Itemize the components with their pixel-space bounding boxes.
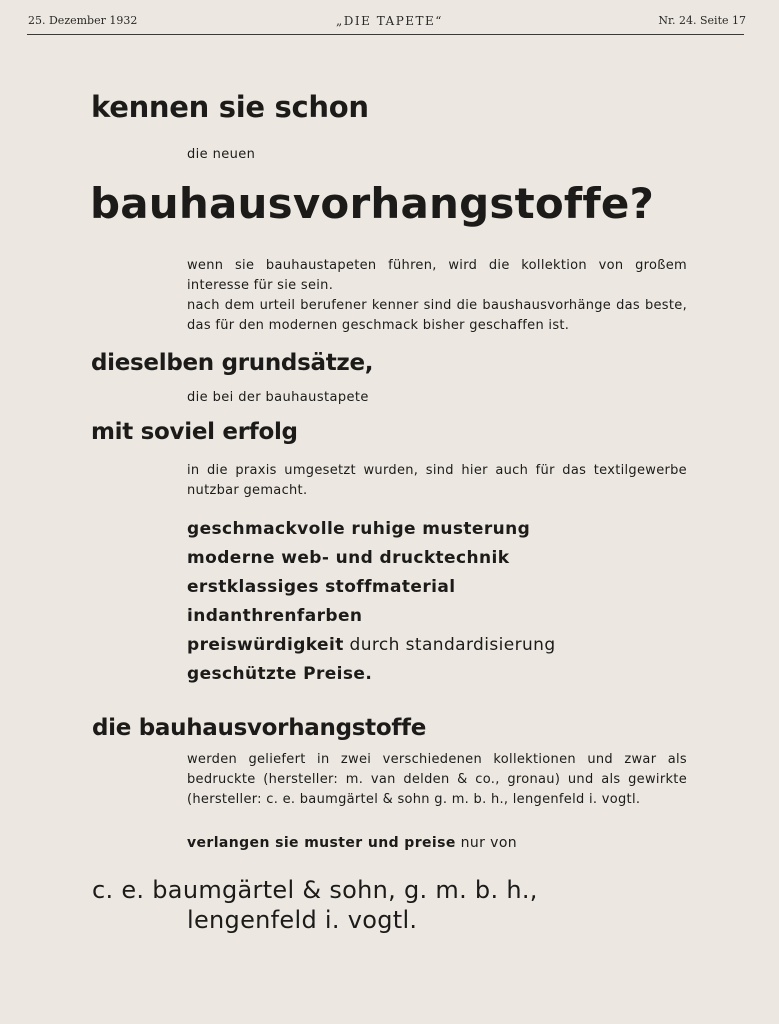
praxis-paragraph: in die praxis umgesetzt wurden, sind hier auch für das textilgewerbe nutzbar gemacht. [187, 463, 687, 498]
headline-kennen-sie-schon: kennen sie schon [91, 90, 369, 124]
feature-item: moderne web- und drucktechnik [187, 548, 510, 568]
intro-sentence-1: wenn sie bauhaustapeten führen, wird die kollektion von großem interesse für sie sein. [187, 258, 687, 293]
intro-paragraph [187, 256, 687, 336]
header-issue: Nr. 24. Seite 17 [658, 14, 746, 27]
feature-item: geschützte Preise. [187, 664, 373, 684]
headline-die-bauhausvorhangstoffe: die bauhausvorhangstoffe [92, 715, 427, 741]
cta-bold-text: verlangen sie muster und preise [187, 835, 456, 851]
feature-item: indanthrenfarben [187, 606, 363, 626]
cta-rest-text: nur von [455, 835, 518, 851]
intro-sentence-2: nach dem urteil berufener kenner sind die baushausvorhänge das beste, das für den modernen geschmack bisher geschaffen ist. [187, 298, 687, 333]
feature-item: erstklassiges stoffmaterial [187, 577, 456, 597]
header-rule [27, 34, 744, 35]
header-title: „DIE TAPETE“ [336, 14, 443, 28]
feature-item: preiswürdigkeit durch standardisierung [187, 635, 556, 655]
feature-item: geschmackvolle ruhige musterung [187, 519, 531, 539]
company-location: lengenfeld i. vogtl. [187, 906, 418, 934]
header-date: 25. Dezember 1932 [28, 14, 138, 27]
delivery-paragraph: werden geliefert in zwei verschiedenen kollektionen und zwar als bedruckte (hersteller: m. van delden & co., gronau) und als gewirkte (hersteller: c. e. baumgärtel & sohn g. m. b. h., lengenfeld i. vogtl. [187, 752, 687, 807]
headline-bauhausvorhangstoffe: bauhausvorhangstoffe? [90, 179, 655, 228]
headline-dieselben-grundsaetze: dieselben grundsätze, [91, 350, 374, 376]
subline-die-neuen: die neuen [187, 147, 256, 162]
headline-mit-soviel-erfolg: mit soviel erfolg [91, 419, 298, 445]
call-to-action [187, 835, 517, 851]
company-name: c. e. baumgärtel & sohn, g. m. b. h., [92, 876, 538, 904]
subline-bauhaustapete: die bei der bauhaustapete [187, 390, 369, 405]
feature-list [187, 515, 556, 689]
